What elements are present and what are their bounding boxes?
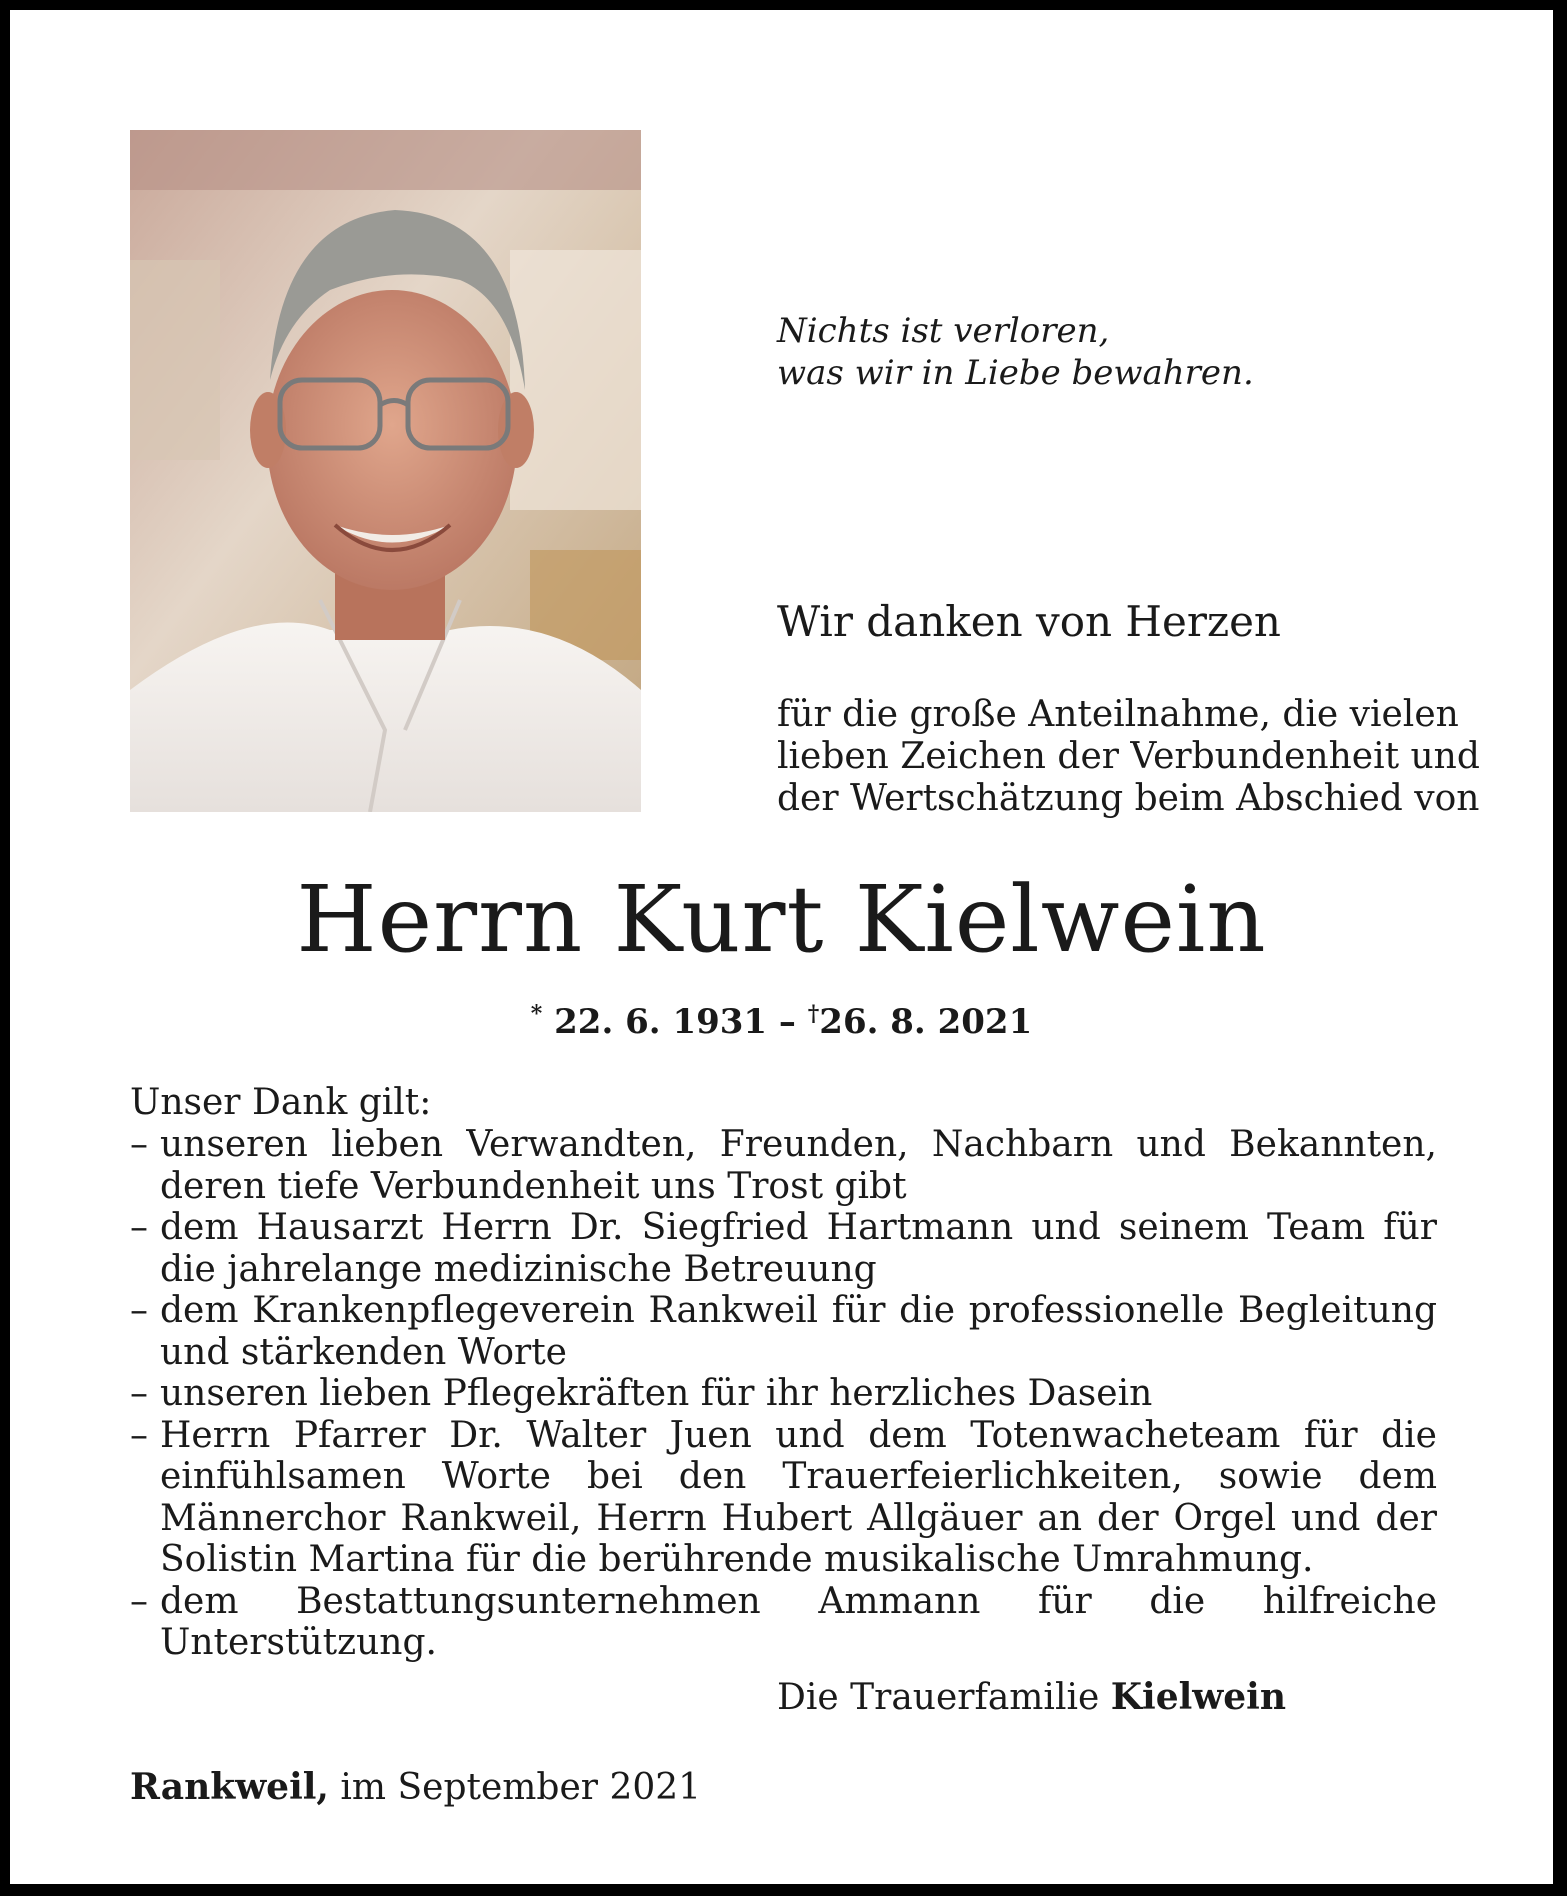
list-item-text: dem Bestattungsunternehmen Ammann für die hilfreiche Unterstützung. (160, 1580, 1437, 1663)
death-date: 26. 8. 2021 (819, 1002, 1033, 1042)
list-item (130, 1124, 1437, 1207)
list-item-text: Herrn Pfarrer Dr. Walter Juen und dem Totenwacheteam für die einfühlsamen Worte bei den Trauerfeierlichkeiten, sowie dem Männerchor Rankweil, Herrn Hubert Allgäuer an der Orgel und der Solistin Martina für die berührende musikalische Umrahmung. (160, 1414, 1437, 1580)
family-signature (777, 1676, 1286, 1719)
obituary-page (10, 10, 1553, 1884)
birth-date: 22. 6. 1931 (554, 1002, 768, 1042)
signature-prefix: Die Trauerfamilie (777, 1677, 1100, 1718)
deceased-name: Herrn Kurt Kielwein (296, 866, 1267, 973)
death-symbol: † (807, 1001, 820, 1027)
dash-bullet: – (130, 1290, 148, 1331)
thanks-line: lieben Zeichen der Verbundenheit und (777, 736, 1480, 777)
thanks-heading: Wir danken von Herzen (777, 597, 1281, 646)
list-item-text: dem Hausarzt Herrn Dr. Siegfried Hartmann und seinem Team für die jahrelange medizinische Betreuung (160, 1207, 1437, 1290)
thanks-line: der Wertschätzung beim Abschied von (777, 778, 1480, 819)
thanks-text (777, 694, 1480, 820)
thanks-line: für die große Anteilnahme, die vielen (777, 694, 1459, 735)
dash-bullet: – (130, 1414, 148, 1456)
birth-symbol: * (530, 1001, 543, 1027)
gratitude-list (130, 1124, 1437, 1664)
portrait-photo (130, 130, 641, 812)
list-item (130, 1207, 1437, 1290)
list-item (130, 1415, 1437, 1581)
dash-bullet: – (130, 1373, 148, 1414)
dash-bullet: – (130, 1207, 148, 1248)
dash-bullet: – (130, 1580, 148, 1622)
list-item (130, 1373, 1437, 1415)
motto-quote (777, 310, 1254, 394)
motto-line-1: Nichts ist verloren, (777, 311, 1110, 351)
date-separator: – (778, 1002, 796, 1042)
list-item-text: unseren lieben Pflegekräften für ihr herzliches Dasein (160, 1373, 1153, 1414)
list-item-text: dem Krankenpflegeverein Rankweil für die professionelle Begleitung und stärkenden Worte (160, 1290, 1437, 1373)
family-name: Kielwein (1110, 1676, 1287, 1718)
place-date (130, 1766, 701, 1809)
place: Rankweil, (130, 1766, 329, 1808)
gratitude-intro: Unser Dank gilt: (130, 1082, 432, 1123)
motto-line-2: was wir in Liebe bewahren. (777, 353, 1254, 393)
list-item (130, 1290, 1437, 1373)
dash-bullet: – (130, 1124, 148, 1165)
date: im September 2021 (340, 1767, 702, 1808)
list-item (130, 1581, 1437, 1664)
portrait-image (130, 130, 641, 812)
list-item-text: unseren lieben Verwandten, Freunden, Nachbarn und Bekannten, deren tiefe Verbundenheit uns Trost gibt (160, 1124, 1437, 1207)
life-dates (10, 994, 1553, 1042)
